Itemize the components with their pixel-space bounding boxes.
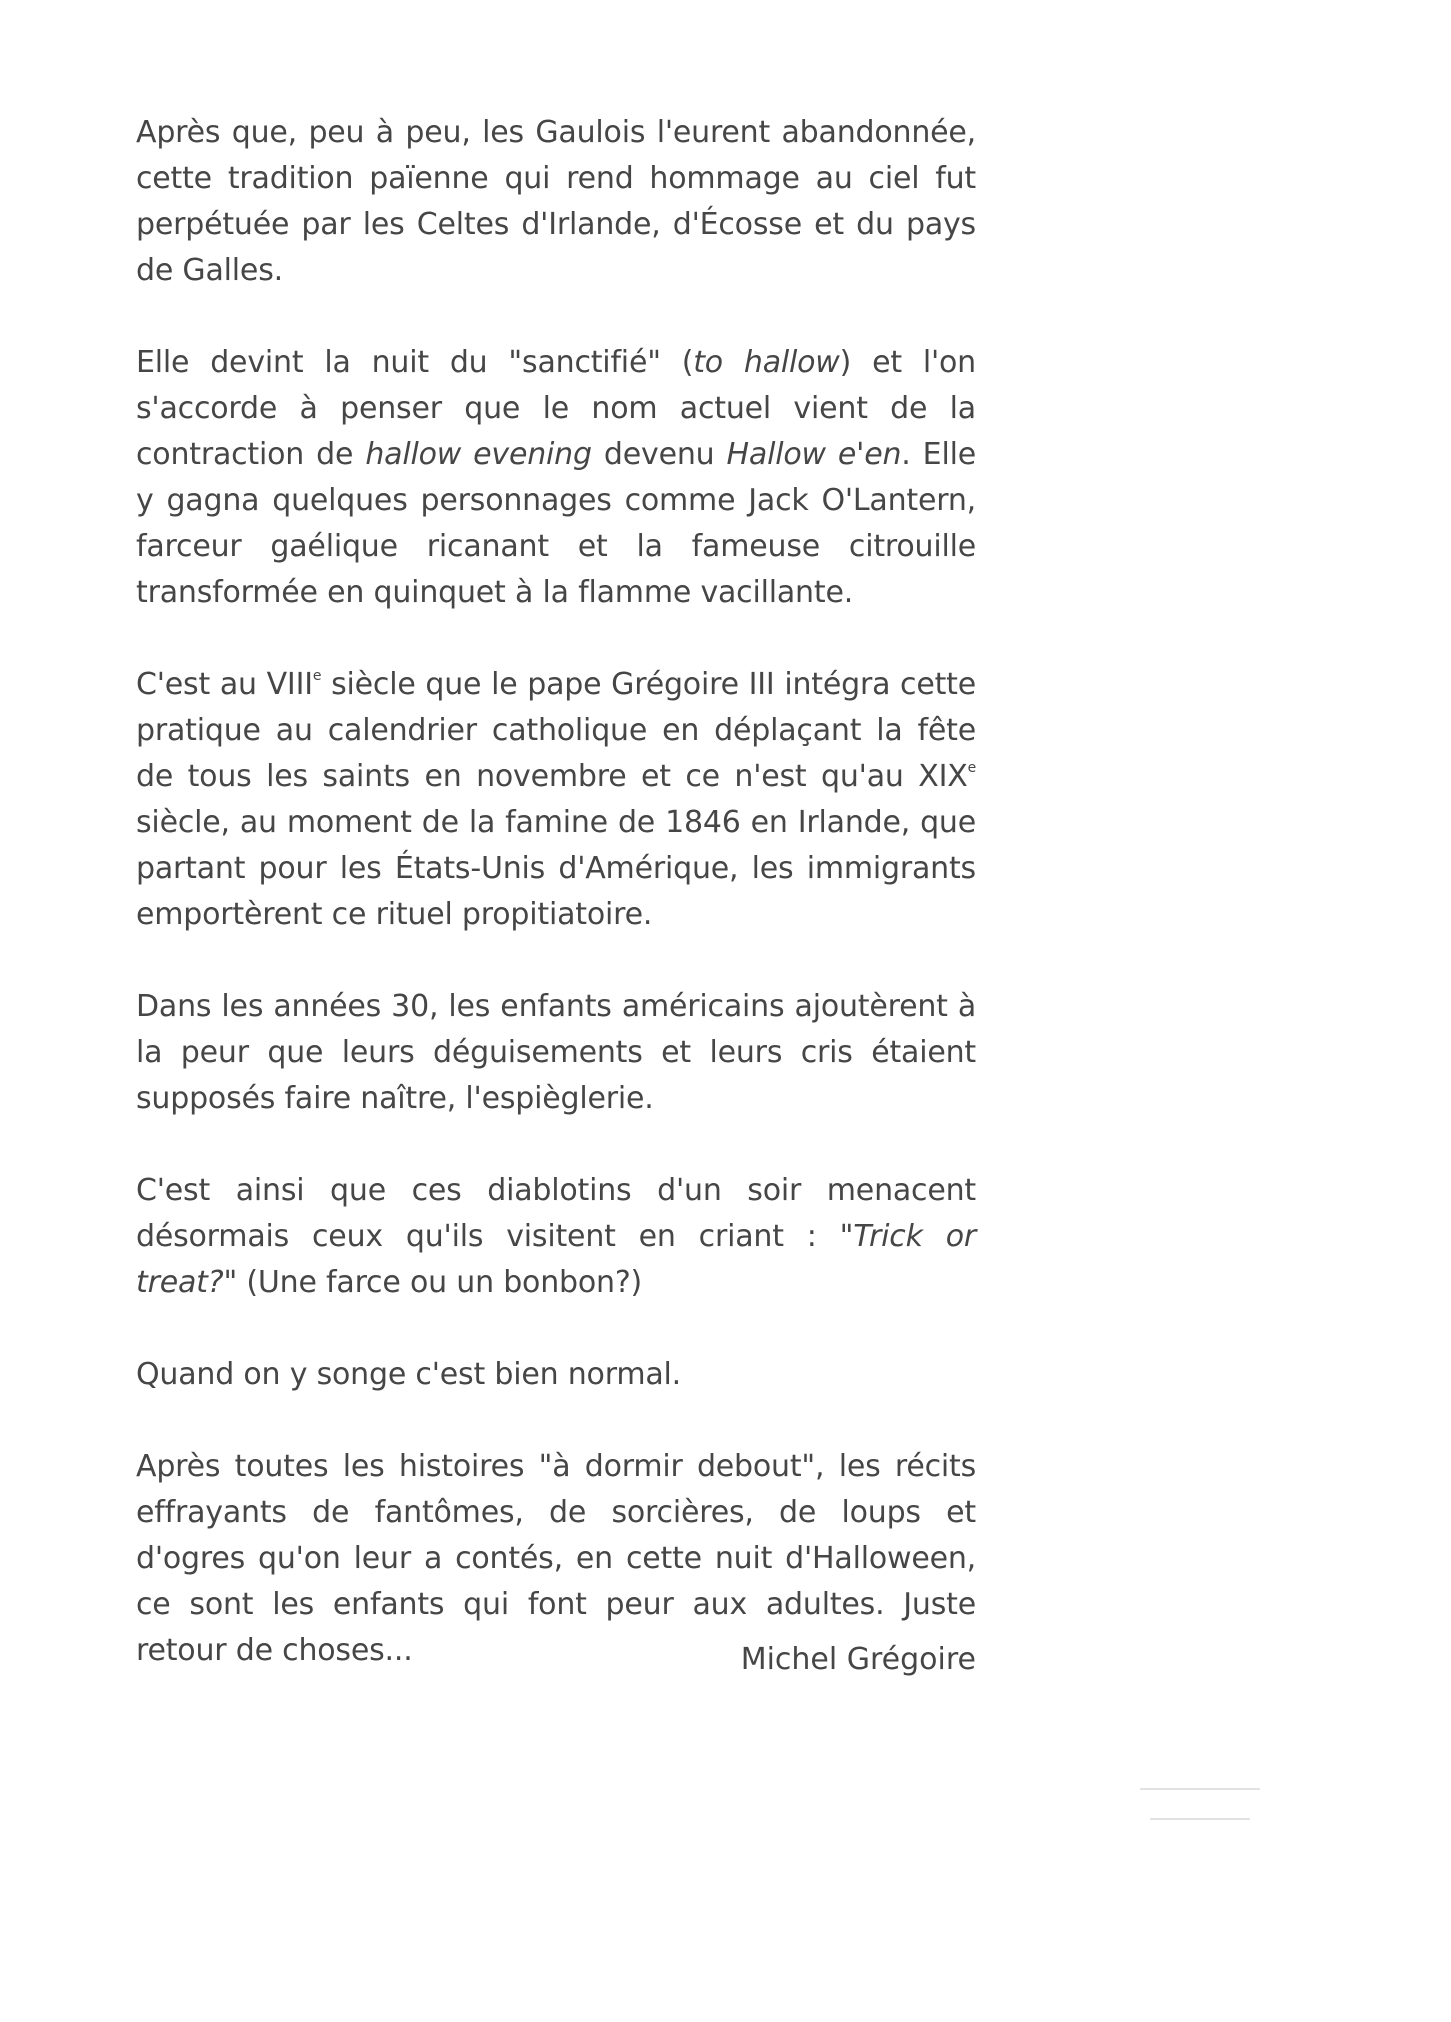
italic-phrase: Hallow e'en (726, 437, 902, 472)
paragraph-trick-or-treat (136, 1168, 976, 1306)
paragraph-conclusion: Après toutes les histoires "à dormir debout", les récits effrayants de fantômes, de sorcières, de loups et d'ogres qu'on leur a contés, en cette nuit d'Halloween, ce sont les enfants qui font peur aux adultes. Juste retour de choses... (136, 1449, 976, 1668)
scan-artifact-line (1150, 1818, 1250, 1820)
text-segment: C'est au VIII (136, 667, 313, 702)
paragraph-annees-30: Dans les années 30, les enfants américains ajoutèrent à la peur que leurs déguisements et leurs cris étaient supposés faire naître, l'espièglerie. (136, 989, 976, 1116)
text-segment: . Elle y gagna quelques personnages comme Jack O'Lantern, farceur gaélique ricanant et la fameuse citrouille transformée en quinquet à la flamme vacillante. (136, 437, 976, 610)
paragraph-gregoire (136, 662, 976, 938)
italic-phrase: Trick or treat? (136, 1219, 976, 1300)
text-segment: devenu (591, 437, 727, 472)
text-segment: ) et l'on s'accorde à penser que le nom actuel vient de la contraction de (136, 345, 977, 472)
text-segment: C'est ainsi que ces diablotins d'un soir menacent désormais ceux qu'ils visitent en criant : " (136, 1173, 976, 1254)
text-segment: " (Une farce ou un bonbon?) (223, 1265, 643, 1300)
paragraph-gaulois: Après que, peu à peu, les Gaulois l'eurent abandonnée, cette tradition païenne qui rend hommage au ciel fut perpétuée par les Celtes d'Irlande, d'Écosse et du pays de Galles. (136, 115, 976, 288)
superscript: e (312, 668, 322, 684)
text-segment: Elle devint la nuit du "sanctifié" ( (136, 345, 694, 380)
author-signature: Michel Grégoire (740, 1642, 976, 1677)
document-body (136, 110, 976, 1674)
paragraph-hallow (136, 340, 976, 616)
scan-artifact-line (1140, 1788, 1260, 1790)
text-segment: siècle, au moment de la famine de 1846 en Irlande, que partant pour les États-Unis d'Amérique, les immigrants emportèrent ce rituel propitiatoire. (136, 805, 976, 932)
italic-phrase: hallow evening (365, 437, 592, 472)
text-segment: siècle que le pape Grégoire III intégra cette pratique au calendrier catholique en déplaçant la fête de tous les saints en novembre et ce n'est qu'au XIX (136, 667, 976, 794)
italic-phrase: to hallow (693, 345, 840, 380)
superscript: e (967, 760, 976, 776)
paragraph-normal: Quand on y songe c'est bien normal. (136, 1357, 681, 1392)
